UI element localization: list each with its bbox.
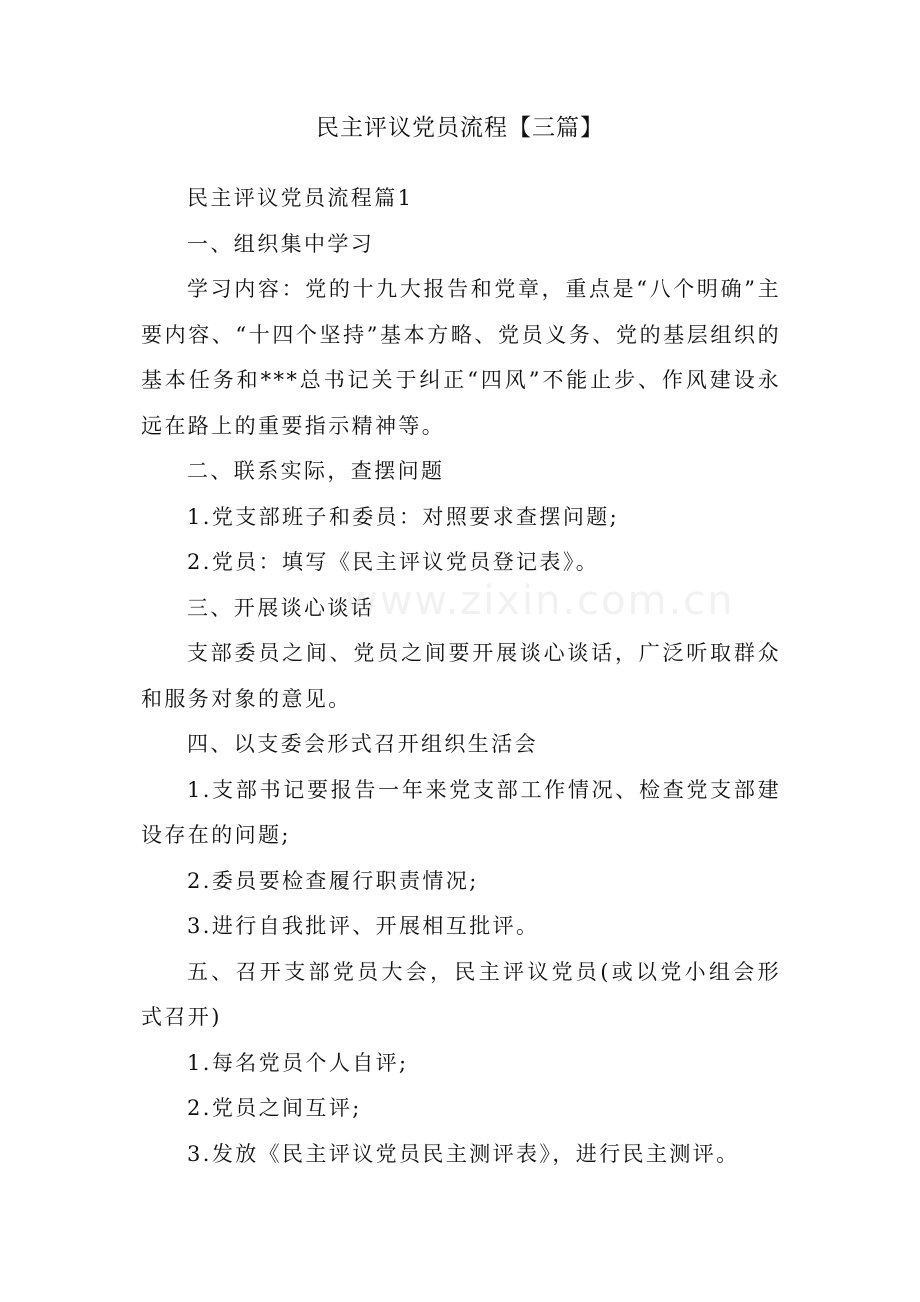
section-heading: 民主评议党员流程篇1 xyxy=(187,186,414,210)
list-item: 1.党支部班子和委员：对照要求查摆问题; xyxy=(187,504,620,529)
body-paragraph: 支部委员之间、党员之间要开展谈心谈话，广泛听取群众和服务对象的意见。 xyxy=(141,641,781,711)
section-heading: 三、开展谈心谈话 xyxy=(187,595,375,620)
section-heading: 一、组织集中学习 xyxy=(187,231,375,256)
list-item: 3.进行自我批评、开展相互批评。 xyxy=(187,914,540,938)
body-paragraph: 学习内容：党的十九大报告和党章，重点是“八个明确”主要内容、“十四个坚持”基本方略、党员义务、党的基层组织的基本任务和***总书记关于纠正“四风”不能止步、作风建设永远在路上的重要指示精神等。 xyxy=(141,277,781,438)
section-heading: 四、以支委会形式召开组织生活会 xyxy=(187,732,538,756)
document-body xyxy=(141,176,781,1177)
section-heading: 五、召开支部党员大会，民主评议党员(或以党小组会形式召开) xyxy=(141,959,781,1029)
list-item: 2.党员之间互评; xyxy=(187,1096,362,1120)
watermark: www.zixin.com.cn xyxy=(345,578,735,624)
list-item: 3.发放《民主评议党员民主测评表》，进行民主测评。 xyxy=(187,1141,740,1166)
section-heading: 二、联系实际，查摆问题 xyxy=(187,459,445,483)
list-item: 1.每名党员个人自评; xyxy=(187,1050,409,1075)
document-title: 民主评议党员流程【三篇】 xyxy=(316,115,604,141)
list-item: 1.支部书记要报告一年来党支部工作情况、检查党支部建设存在的问题; xyxy=(141,777,781,847)
list-item: 2.党员：填写《民主评议党员登记表》。 xyxy=(187,550,600,574)
list-item: 2.委员要检查履行职责情况; xyxy=(187,868,479,893)
